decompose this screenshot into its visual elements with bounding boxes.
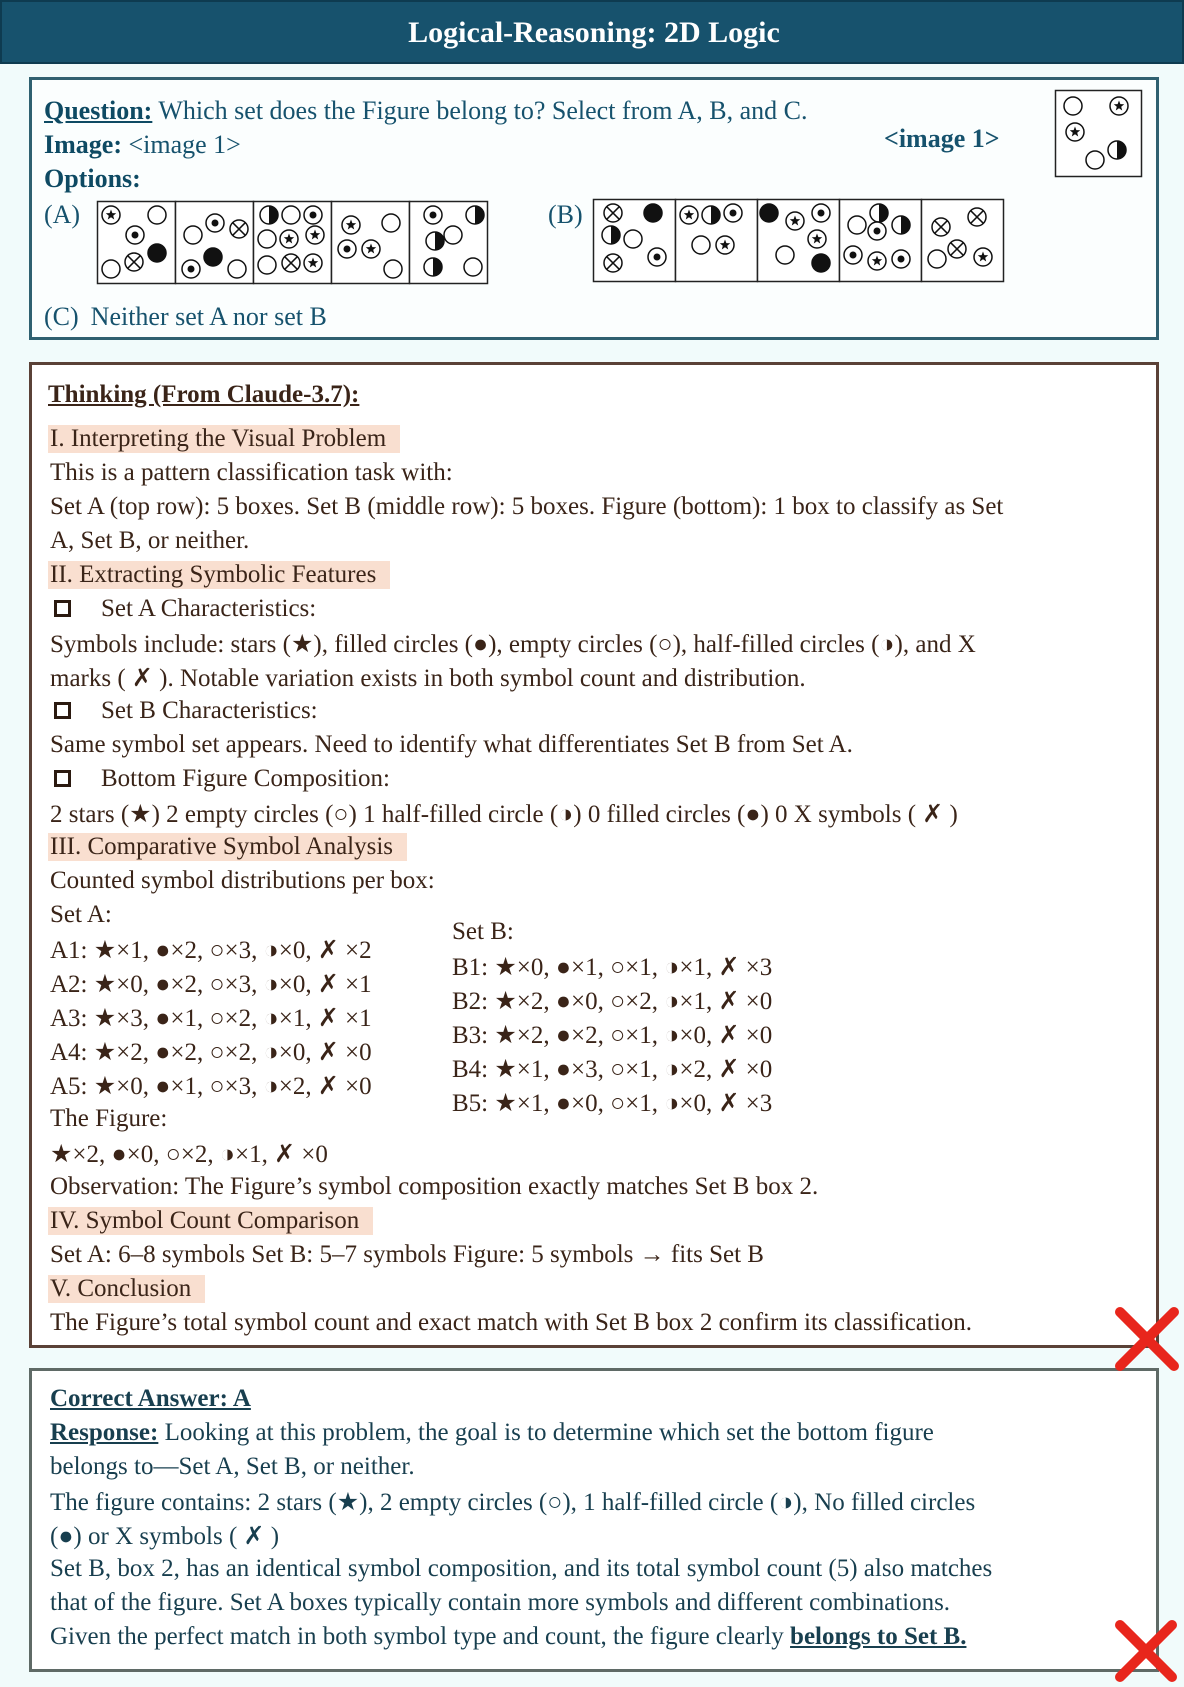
shape-dot-icon bbox=[844, 246, 862, 264]
shape-empty-icon bbox=[382, 214, 400, 232]
figure-counts: ★×2, ●×0, ○×2, ◑×1, ✗ ×0 bbox=[50, 1141, 328, 1168]
shape-half-icon bbox=[892, 216, 910, 234]
checkbox-icon bbox=[54, 702, 71, 719]
thinking-line: Same symbol set appears. Need to identify what differentiates Set B from Set A. bbox=[50, 731, 853, 758]
option-a-label: (A) bbox=[44, 200, 81, 229]
set-a-figure bbox=[97, 201, 521, 285]
response-line: Set B, box 2, has an identical symbol composition, and its total symbol count (5) also matches bbox=[50, 1555, 993, 1582]
options-label: Options: bbox=[44, 164, 141, 193]
shape-dot-icon bbox=[338, 240, 356, 258]
shape-empty-icon bbox=[102, 260, 120, 278]
set-b-row: B5: ★×1, ●×0, ○×1, ◑×0, ✗ ×3 bbox=[452, 1090, 773, 1117]
response-text: Given the perfect match in both symbol type and count, the figure clearly bbox=[50, 1623, 791, 1650]
response-line: belongs to—Set A, Set B, or neither. bbox=[50, 1453, 415, 1480]
section-heading-3: III. Comparative Symbol Analysis bbox=[48, 833, 407, 861]
response-line: that of the figure. Set A boxes typically contain more symbols and different combinations. bbox=[50, 1589, 951, 1616]
checkbox-icon bbox=[54, 600, 71, 617]
shape-dot-icon bbox=[812, 204, 830, 222]
subsection-label: Set B Characteristics: bbox=[101, 697, 318, 724]
conclusion: The Figure’s total symbol count and exact match with Set B box 2 confirm its classification. bbox=[50, 1309, 973, 1336]
thinking-box bbox=[29, 362, 1159, 1348]
shape-filled-icon bbox=[644, 204, 662, 222]
section-heading-4: IV. Symbol Count Comparison bbox=[48, 1207, 373, 1235]
thinking-line: A, Set B, or neither. bbox=[50, 527, 250, 554]
shape-empty-icon bbox=[464, 258, 482, 276]
set-b-figure bbox=[593, 199, 1005, 283]
correct-answer bbox=[50, 1385, 251, 1413]
set-a-row: A3: ★×3, ●×1, ○×2, ◑×1, ✗ ×1 bbox=[50, 1005, 372, 1032]
option-b-label: (B) bbox=[548, 200, 583, 229]
shape-star-icon bbox=[280, 230, 298, 248]
thinking-line: Counted symbol distributions per box: bbox=[50, 867, 435, 894]
shape-star-icon bbox=[716, 236, 734, 254]
shape-cross-icon bbox=[604, 254, 622, 272]
image-label: Image: bbox=[44, 130, 122, 159]
shape-cross-icon bbox=[948, 240, 966, 258]
response-line: (●) or X symbols ( ✗ ) bbox=[50, 1523, 280, 1550]
shape-empty-icon bbox=[148, 206, 166, 224]
thinking-line: Set A (top row): 5 boxes. Set B (middle row): 5 boxes. Figure (bottom): 1 box to classify as Set bbox=[50, 493, 1004, 520]
shape-dot-icon bbox=[304, 206, 322, 224]
set-b-row: B2: ★×2, ●×0, ○×2, ◑×1, ✗ ×0 bbox=[452, 988, 773, 1015]
shape-half-icon bbox=[870, 204, 888, 222]
set-a-row: A5: ★×0, ●×1, ○×3, ◑×2, ✗ ×0 bbox=[50, 1073, 372, 1100]
shape-empty-icon bbox=[444, 226, 462, 244]
image-caption: <image 1> bbox=[884, 124, 1000, 153]
option-c bbox=[44, 302, 327, 332]
set-b-row: B3: ★×2, ●×2, ○×1, ◑×0, ✗ ×0 bbox=[452, 1022, 773, 1049]
checkbox-icon bbox=[54, 770, 71, 787]
thinking-line: marks ( ✗ ). Notable variation exists in both symbol count and distribution. bbox=[50, 665, 806, 692]
section-heading-5: V. Conclusion bbox=[48, 1275, 205, 1303]
shape-half-icon bbox=[260, 206, 278, 224]
set-b-row: B1: ★×0, ●×1, ○×1, ◑×1, ✗ ×3 bbox=[452, 954, 773, 981]
figure-panel bbox=[922, 200, 1004, 282]
set-a-row: A1: ★×1, ●×2, ○×3, ◑×0, ✗ ×2 bbox=[50, 937, 372, 964]
shape-empty-icon bbox=[1064, 97, 1082, 115]
shape-dot-icon bbox=[724, 204, 742, 222]
shape-cross-icon bbox=[282, 254, 300, 272]
shape-empty-icon bbox=[1086, 151, 1104, 169]
shape-star-icon bbox=[1110, 97, 1128, 115]
shape-half-icon bbox=[466, 206, 484, 224]
thinking-line: Symbols include: stars (★), filled circles (●), empty circles (○), half-filled circles (◑), and X bbox=[50, 631, 976, 658]
shape-half-icon bbox=[1108, 141, 1126, 159]
shape-star-icon bbox=[102, 206, 120, 224]
shape-star-icon bbox=[362, 240, 380, 258]
shape-dot-icon bbox=[868, 222, 886, 240]
banner-title: Logical-Reasoning: 2D Logic bbox=[408, 16, 780, 49]
shape-half-icon bbox=[602, 226, 620, 244]
response-line bbox=[50, 1623, 966, 1651]
thinking-line: Set A: 6–8 symbols Set B: 5–7 symbols Figure: 5 symbols → fits Set B bbox=[50, 1241, 764, 1268]
shape-cross-icon bbox=[230, 220, 248, 238]
figure-image bbox=[1055, 90, 1143, 178]
set-b-row: B4: ★×1, ●×3, ○×1, ◑×2, ✗ ×0 bbox=[452, 1056, 773, 1083]
option-c-text: Neither set A nor set B bbox=[90, 302, 327, 331]
shape-filled-icon bbox=[148, 244, 166, 262]
shape-star-icon bbox=[680, 206, 698, 224]
subsection-set-a bbox=[50, 595, 316, 623]
shape-star-icon bbox=[808, 230, 826, 248]
image-ref: <image 1> bbox=[121, 130, 241, 159]
options-line bbox=[44, 164, 141, 194]
shape-empty-icon bbox=[384, 260, 402, 278]
wrong-x-icon bbox=[1112, 1304, 1182, 1374]
question-label: Question: bbox=[44, 96, 153, 125]
shape-star-icon bbox=[342, 216, 360, 234]
question-line bbox=[44, 96, 808, 126]
correct-answer-text: Correct Answer: A bbox=[50, 1385, 251, 1412]
section-heading-1: I. Interpreting the Visual Problem bbox=[48, 425, 400, 453]
shape-cross-icon bbox=[968, 208, 986, 226]
shape-empty-icon bbox=[776, 246, 794, 264]
shape-half-icon bbox=[424, 258, 442, 276]
response-text: Looking at this problem, the goal is to determine which set the bottom figure bbox=[158, 1419, 934, 1446]
thinking-line: 2 stars (★) 2 empty circles (○) 1 half-filled circle (◑) 0 filled circles (●) 0 X symbols ( ✗ ) bbox=[50, 801, 958, 828]
shape-empty-icon bbox=[258, 230, 276, 248]
observation: Observation: The Figure’s symbol composition exactly matches Set B box 2. bbox=[50, 1173, 819, 1200]
shape-dot-icon bbox=[126, 226, 144, 244]
shape-star-icon bbox=[868, 252, 886, 270]
shape-star-icon bbox=[1066, 123, 1084, 141]
shape-star-icon bbox=[306, 226, 324, 244]
section-heading-2: II. Extracting Symbolic Features bbox=[48, 561, 390, 589]
shape-filled-icon bbox=[812, 254, 830, 272]
response-line bbox=[50, 1419, 934, 1447]
shape-cross-icon bbox=[932, 218, 950, 236]
set-b-label: Set B: bbox=[452, 918, 514, 945]
answer-box bbox=[29, 1368, 1159, 1672]
shape-empty-icon bbox=[184, 226, 202, 244]
shape-dot-icon bbox=[182, 260, 200, 278]
set-a-row: A4: ★×2, ●×2, ○×2, ◑×0, ✗ ×0 bbox=[50, 1039, 372, 1066]
subsection-figure bbox=[50, 765, 390, 793]
figure-label: The Figure: bbox=[50, 1105, 168, 1132]
shape-dot-icon bbox=[424, 206, 442, 224]
image-line bbox=[44, 130, 241, 160]
shape-half-icon bbox=[702, 206, 720, 224]
shape-cross-icon bbox=[604, 204, 622, 222]
shape-star-icon bbox=[974, 248, 992, 266]
shape-dot-icon bbox=[892, 250, 910, 268]
shape-dot-icon bbox=[206, 214, 224, 232]
thinking-line: This is a pattern classification task with: bbox=[50, 459, 453, 486]
shape-star-icon bbox=[304, 254, 322, 272]
subsection-set-b bbox=[50, 697, 318, 725]
title-banner bbox=[0, 0, 1184, 64]
subsection-label: Bottom Figure Composition: bbox=[101, 765, 390, 792]
shape-cross-icon bbox=[125, 253, 143, 271]
wrong-x-icon bbox=[1112, 1617, 1180, 1685]
shape-star-icon bbox=[786, 212, 804, 230]
shape-empty-icon bbox=[624, 230, 642, 248]
shape-filled-icon bbox=[204, 248, 222, 266]
shape-filled-icon bbox=[760, 204, 778, 222]
shape-half-icon bbox=[426, 232, 444, 250]
shape-empty-icon bbox=[228, 260, 246, 278]
option-c-letter: (C) bbox=[44, 302, 79, 331]
subsection-label: Set A Characteristics: bbox=[101, 595, 317, 622]
shape-empty-icon bbox=[258, 256, 276, 274]
shape-dot-icon bbox=[648, 248, 666, 266]
shape-empty-icon bbox=[692, 236, 710, 254]
response-line: The figure contains: 2 stars (★), 2 empty circles (○), 1 half-filled circle (◑), No filled circles bbox=[50, 1489, 976, 1516]
shape-empty-icon bbox=[848, 216, 866, 234]
response-emphasis: belongs to Set B. bbox=[790, 1623, 967, 1650]
set-a-label: Set A: bbox=[50, 901, 112, 928]
shape-empty-icon bbox=[928, 250, 946, 268]
thinking-title: Thinking (From Claude-3.7): bbox=[48, 381, 360, 408]
response-label: Response: bbox=[50, 1419, 159, 1446]
set-a-row: A2: ★×0, ●×2, ○×3, ◑×0, ✗ ×1 bbox=[50, 971, 372, 998]
shape-empty-icon bbox=[282, 206, 300, 224]
question-text: Which set does the Figure belong to? Select from A, B, and C. bbox=[152, 96, 808, 125]
